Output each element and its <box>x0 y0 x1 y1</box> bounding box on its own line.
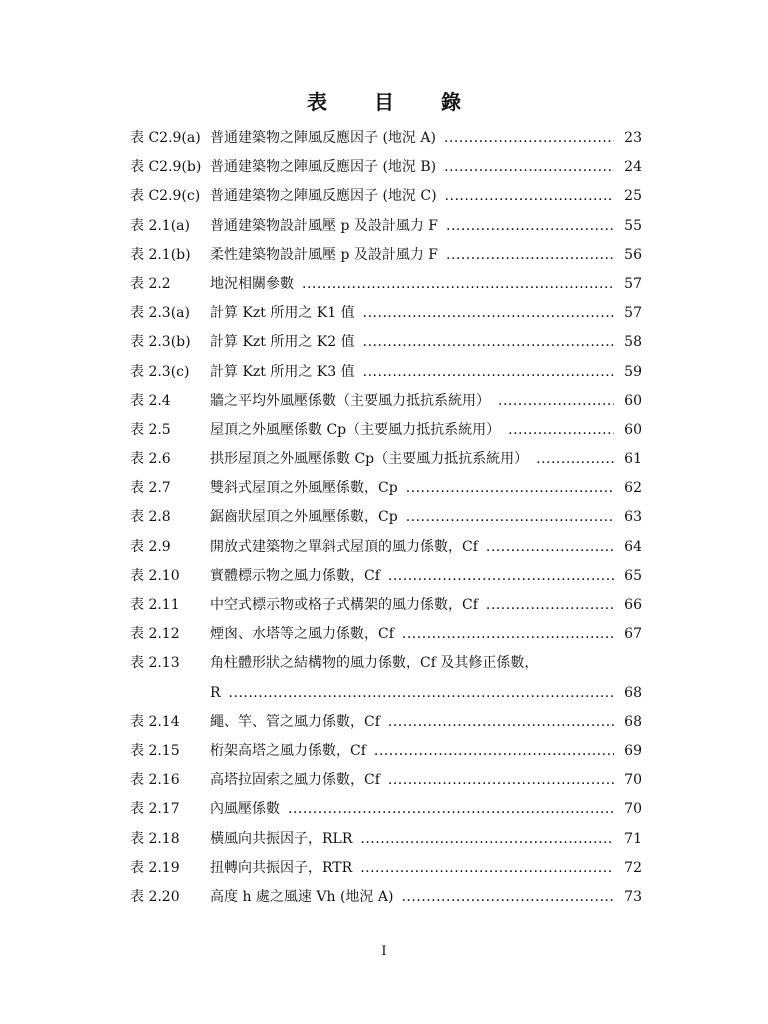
toc-entry[interactable] <box>130 591 642 620</box>
entry-page: 24 <box>624 159 642 176</box>
entry-number: 表 2.2 <box>130 275 171 292</box>
entry-title: 普通建築物之陣風反應因子 (地況 A) <box>210 130 436 146</box>
toc-entry[interactable] <box>130 328 642 357</box>
leader-dots <box>444 124 614 153</box>
entry-title: 牆之平均外風壓係數（主要風力抵抗系統用） <box>210 392 490 409</box>
toc-entry[interactable] <box>130 795 642 824</box>
leader-dots <box>486 533 614 562</box>
entry-title: 計算 Kzt 所用之 K1 值 <box>210 305 355 322</box>
leader-dots <box>401 883 614 912</box>
toc-entry[interactable] <box>130 649 642 678</box>
toc-entry[interactable] <box>130 182 642 211</box>
table-of-contents <box>130 124 642 912</box>
entry-number: 表 2.13 <box>130 655 180 672</box>
entry-page: 66 <box>624 597 642 613</box>
leader-dots <box>446 241 614 270</box>
entry-number: 表 2.1(b) <box>130 246 191 263</box>
leader-dots <box>406 503 614 532</box>
entry-number: 表 2.4 <box>130 392 171 409</box>
entry-title: 拱形屋頂之外風壓係數 Cp（主要風力抵抗系統用） <box>210 451 529 468</box>
entry-title: 煙囪、水塔等之風力係數，Cf <box>210 626 394 643</box>
entry-title: 繩、竿、管之風力係數，Cf <box>210 713 380 730</box>
entry-number: 表 2.14 <box>130 713 180 730</box>
leader-dots <box>508 416 614 445</box>
entry-page: 70 <box>624 772 642 789</box>
toc-entry[interactable] <box>130 620 642 649</box>
entry-number: 表 2.6 <box>130 451 171 468</box>
entry-number: 表 2.11 <box>130 597 180 613</box>
toc-entry[interactable] <box>130 562 642 591</box>
toc-entry[interactable] <box>130 299 642 328</box>
toc-entry[interactable] <box>130 124 642 153</box>
entry-title: 計算 Kzt 所用之 K2 值 <box>210 334 355 351</box>
entry-page: 60 <box>624 421 642 438</box>
entry-page: 64 <box>624 538 642 555</box>
entry-number: 表 C2.9(a) <box>130 130 201 146</box>
leader-dots <box>444 153 614 182</box>
toc-entry-continuation[interactable] <box>130 679 642 708</box>
entry-page: 71 <box>624 830 642 847</box>
toc-entry[interactable] <box>130 854 642 883</box>
entry-number: 表 2.17 <box>130 801 180 818</box>
entry-number: 表 2.20 <box>130 888 180 905</box>
entry-title: 普通建築物之陣風反應因子 (地況 C) <box>210 188 437 205</box>
entry-number: 表 2.10 <box>130 567 180 584</box>
entry-title: 鋸齒狀屋頂之外風壓係數，Cp <box>210 509 398 526</box>
entry-title: 地況相關參數 <box>210 275 294 292</box>
leader-dots <box>302 270 614 299</box>
toc-entry[interactable] <box>130 883 642 912</box>
entry-page: 23 <box>624 130 642 146</box>
entry-title: 屋頂之外風壓係數 Cp（主要風力抵抗系統用） <box>210 421 501 438</box>
entry-number: 表 2.15 <box>130 742 180 759</box>
entry-title-continuation: R <box>210 684 221 701</box>
entry-page: 57 <box>624 305 642 322</box>
entry-page: 61 <box>624 451 642 468</box>
entry-number: 表 2.7 <box>130 480 171 497</box>
toc-entry[interactable] <box>130 445 642 474</box>
entry-title: 角柱體形狀之結構物的風力係數，Cf 及其修正係數， <box>210 655 539 672</box>
leader-dots <box>360 825 614 854</box>
leader-dots <box>360 854 614 883</box>
toc-entry[interactable] <box>130 387 642 416</box>
leader-dots <box>288 795 614 824</box>
entry-page: 62 <box>624 480 642 497</box>
entry-title: 高塔拉固索之風力係數，Cf <box>210 772 380 789</box>
leader-dots <box>363 328 614 357</box>
toc-entry[interactable] <box>130 241 642 270</box>
entry-page: 70 <box>624 801 642 818</box>
entry-number: 表 2.8 <box>130 509 171 526</box>
leader-dots <box>406 474 614 503</box>
entry-title: 普通建築物設計風壓 p 及設計風力 F <box>210 217 439 234</box>
entry-number: 表 2.3(b) <box>130 334 191 351</box>
entry-number: 表 2.5 <box>130 421 171 438</box>
page-number: I <box>381 944 387 959</box>
entry-page: 63 <box>624 509 642 526</box>
toc-entry[interactable] <box>130 708 642 737</box>
leader-dots <box>388 562 614 591</box>
entry-title: 橫風向共振因子，RLR <box>210 830 353 847</box>
entry-title: 實體標示物之風力係數，Cf <box>210 567 380 584</box>
entry-title: 開放式建築物之單斜式屋頂的風力係數，Cf <box>210 538 478 555</box>
toc-entry[interactable] <box>130 270 642 299</box>
leader-dots <box>388 708 614 737</box>
toc-entry[interactable] <box>130 533 642 562</box>
toc-entry[interactable] <box>130 825 642 854</box>
toc-entry[interactable] <box>130 212 642 241</box>
entry-title: 扭轉向共振因子，RTR <box>210 859 353 876</box>
leader-dots <box>498 387 614 416</box>
entry-title: 桁架高塔之風力係數，Cf <box>210 742 366 759</box>
entry-page: 67 <box>624 626 642 643</box>
entry-number: 表 2.18 <box>130 830 180 847</box>
entry-number: 表 C2.9(c) <box>130 188 201 205</box>
toc-entry[interactable] <box>130 416 642 445</box>
leader-dots <box>486 591 614 620</box>
entry-title: 雙斜式屋頂之外風壓係數，Cp <box>210 480 398 497</box>
entry-page: 68 <box>624 684 642 701</box>
toc-entry[interactable] <box>130 474 642 503</box>
leader-dots <box>536 445 614 474</box>
leader-dots <box>363 299 614 328</box>
leader-dots <box>402 620 614 649</box>
page-title: 表 目 錄 <box>307 90 481 114</box>
entry-title: 高度 h 處之風速 Vh (地況 A) <box>210 888 394 905</box>
entry-number: 表 2.1(a) <box>130 217 190 234</box>
entry-number: 表 2.3(c) <box>130 363 190 380</box>
entry-page: 72 <box>624 859 642 876</box>
entry-number: 表 C2.9(b) <box>130 159 202 176</box>
toc-entry[interactable] <box>130 503 642 532</box>
entry-number: 表 2.9 <box>130 538 171 555</box>
entry-page: 56 <box>624 246 642 263</box>
entry-page: 73 <box>624 888 642 905</box>
entry-page: 57 <box>624 275 642 292</box>
entry-page: 68 <box>624 713 642 730</box>
leader-dots <box>363 358 614 387</box>
entry-page: 59 <box>624 363 642 380</box>
entry-page: 60 <box>624 392 642 409</box>
entry-number: 表 2.3(a) <box>130 305 190 322</box>
entry-title: 柔性建築物設計風壓 p 及設計風力 F <box>210 246 439 263</box>
toc-entry[interactable] <box>130 153 642 182</box>
leader-dots <box>374 737 614 766</box>
toc-entry[interactable] <box>130 737 642 766</box>
entry-page: 69 <box>624 742 642 759</box>
leader-dots <box>388 766 614 795</box>
entry-page: 25 <box>624 188 642 205</box>
entry-title: 計算 Kzt 所用之 K3 值 <box>210 363 355 380</box>
entry-title: 普通建築物之陣風反應因子 (地況 B) <box>210 159 437 176</box>
entry-title: 內風壓係數 <box>210 801 280 818</box>
toc-entry[interactable] <box>130 358 642 387</box>
entry-number: 表 2.16 <box>130 772 180 789</box>
entry-number: 表 2.19 <box>130 859 180 876</box>
entry-page: 58 <box>624 334 642 351</box>
entry-page: 55 <box>624 217 642 234</box>
entry-page: 65 <box>624 567 642 584</box>
toc-entry[interactable] <box>130 766 642 795</box>
leader-dots <box>446 212 614 241</box>
entry-title: 中空式標示物或格子式構架的風力係數，Cf <box>210 597 478 613</box>
entry-number: 表 2.12 <box>130 626 180 643</box>
leader-dots <box>445 182 614 211</box>
leader-dots <box>229 679 614 708</box>
